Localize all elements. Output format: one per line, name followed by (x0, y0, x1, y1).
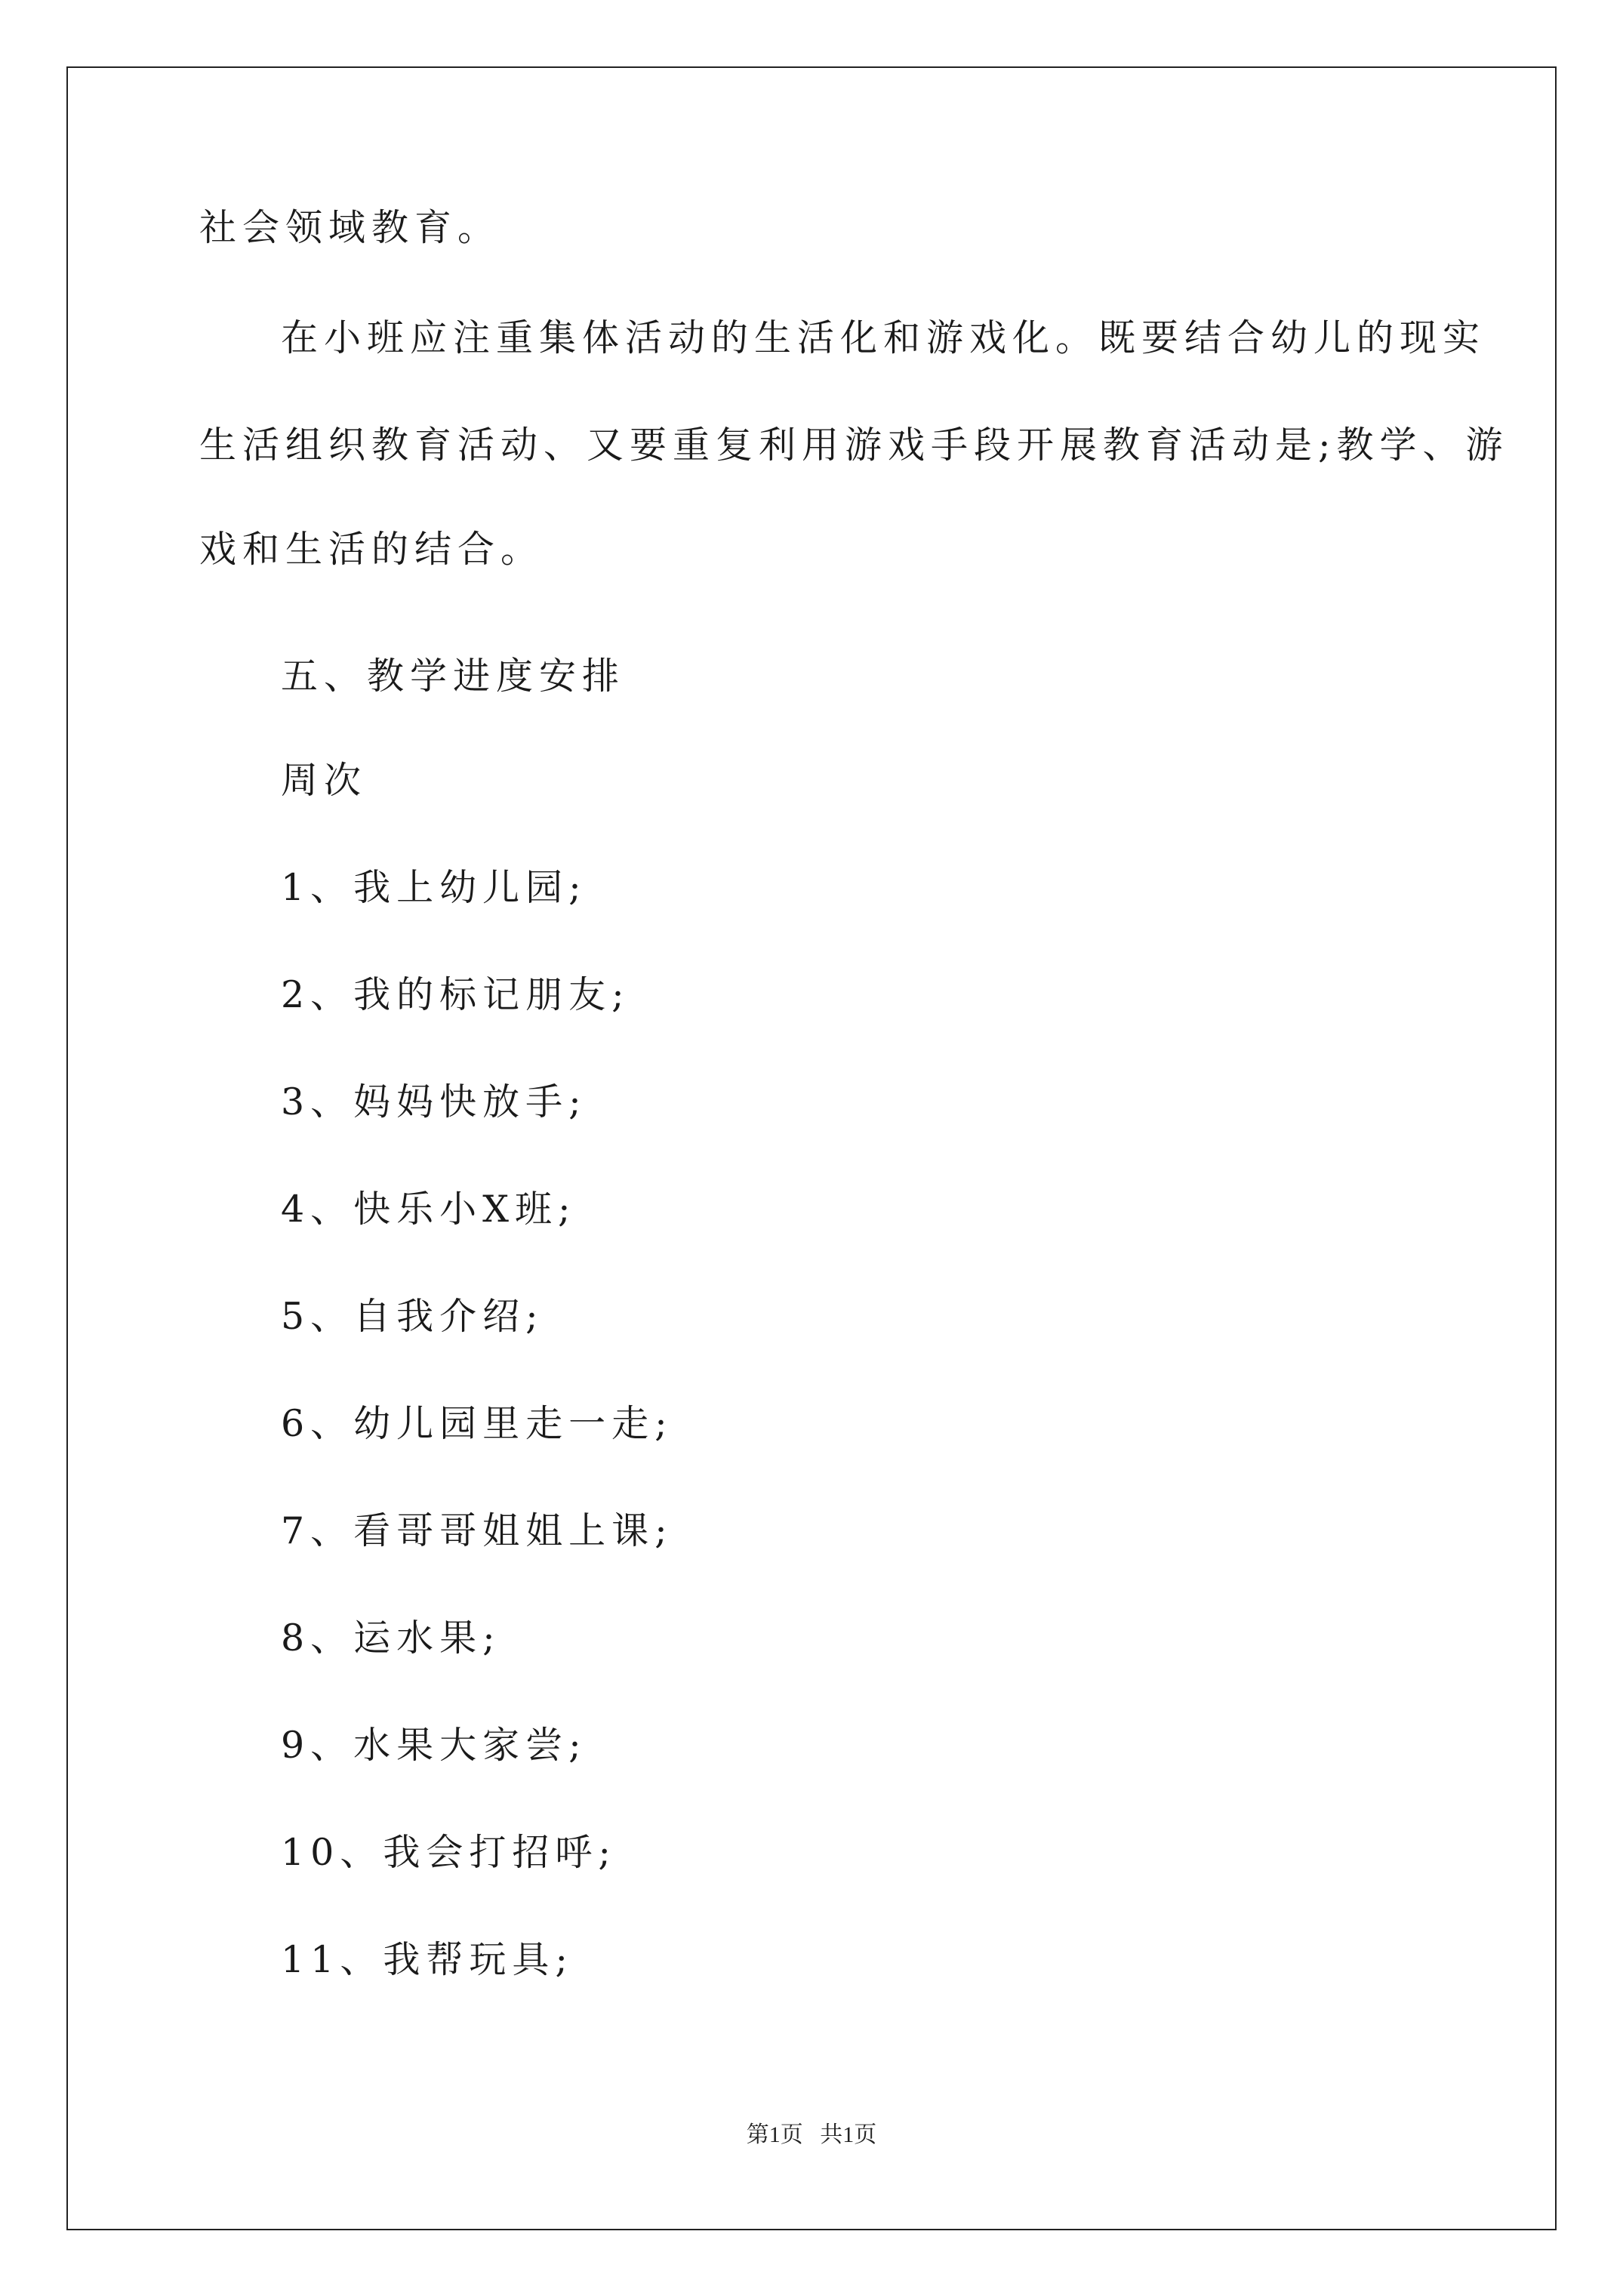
list-item: 2、我的标记朋友; (281, 973, 630, 1016)
list-item: 9、水果大家尝; (281, 1724, 587, 1767)
page-footer: 第1页 共1页 (746, 2122, 877, 2147)
list-item: 6、幼儿园里走一走; (281, 1402, 673, 1445)
list-item: 8、运水果; (281, 1616, 501, 1660)
paragraph-line: 戏和生活的结合。 (199, 528, 544, 571)
list-item: 3、妈妈快放手; (281, 1080, 587, 1123)
list-item: 10、我会打招呼; (281, 1831, 617, 1874)
paragraph-line: 社会领域教育。 (199, 206, 501, 249)
list-item: 4、快乐小X班; (281, 1188, 577, 1231)
section-heading: 五、教学进度安排 (281, 655, 626, 698)
list-item: 11、我帮玩具; (281, 1938, 574, 1981)
page-border (66, 66, 1557, 2230)
list-heading: 周次 (281, 759, 368, 802)
list-item: 5、自我介绍; (281, 1295, 544, 1338)
list-item: 1、我上幼儿园; (281, 866, 587, 909)
paragraph-line: 在小班应注重集体活动的生活化和游戏化。既要结合幼儿的现实 (281, 316, 1486, 359)
paragraph-line: 生活组织教育活动、又要重复利用游戏手段开展教育活动是;教学、游 (199, 424, 1509, 467)
list-item: 7、看哥哥姐姐上课; (281, 1509, 673, 1552)
